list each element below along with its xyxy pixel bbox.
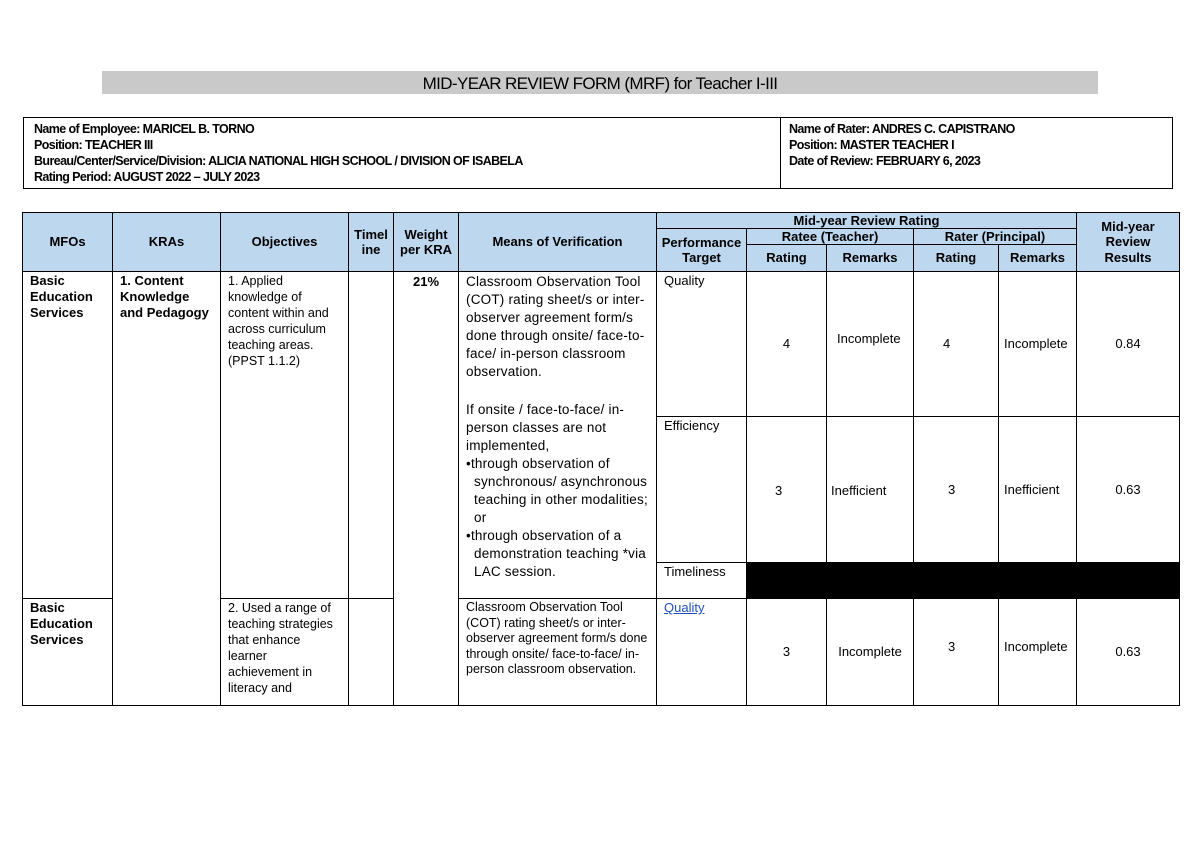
quality-rater-remarks: Incomplete (998, 271, 1077, 417)
target-quality-cell (656, 271, 747, 417)
quality-result: 0.84 (1076, 271, 1180, 417)
review-date: Date of Review: FEBRUARY 6, 2023 (789, 154, 981, 168)
header-mfos: MFOs (22, 212, 113, 272)
means-text-1a: Classroom Observation Tool (COT) rating sheet/s or inter-observer agreement form/s done through onsite/ face-to-face/ in-person classroom observation. (466, 274, 645, 379)
means-text-1b: If onsite / face-to-face/ in-person classes are not implemented, (466, 402, 625, 453)
means-item-1d: • through observation of a demonstration teaching *via LAC session. (466, 527, 649, 581)
rater-name: Name of Rater: ANDRES C. CAPISTRANO (789, 122, 1015, 136)
header-midyear-rating: Mid-year Review Rating (656, 212, 1077, 229)
header-rater-rating: Rating (913, 244, 999, 272)
employee-info (24, 118, 781, 188)
header-ratee-rating: Rating (746, 244, 827, 272)
objective-text-2: 2. Used a range of teaching strategies that enhance learner achievement in literacy and (228, 601, 333, 695)
timeline-cell-1 (348, 271, 394, 599)
efficiency-rater-rating: 3 (913, 416, 999, 563)
target-quality-text: Quality (664, 273, 705, 288)
target-quality-link-2[interactable]: Quality (664, 600, 705, 615)
rater-position: Position: MASTER TEACHER I (789, 138, 954, 152)
header-means-of-verification: Means of Verification (458, 212, 657, 272)
efficiency-result: 0.63 (1076, 416, 1180, 563)
means-item-1c: • through observation of synchronous/ asynchronous teaching in other modalities; or (466, 455, 649, 527)
kra-text-1: 1. Content Knowledge and Pedagogy (120, 273, 209, 320)
means-cell-2 (458, 598, 657, 706)
header-timeline: Timeline (348, 212, 394, 272)
quality-ratee-rating: 4 (746, 271, 827, 417)
objective-cell-1 (220, 271, 349, 599)
header-rater-remarks: Remarks (998, 244, 1077, 272)
header-ratee-remarks: Remarks (826, 244, 914, 272)
objective-text-1: 1. Applied knowledge of content within and across curriculum teaching areas. (PPST 1.1.2) (228, 274, 329, 368)
efficiency-ratee-rating: 3 (746, 416, 827, 563)
target-timeliness-text: Timeliness (664, 564, 726, 579)
quality-ratee-remarks: Incomplete (826, 271, 914, 417)
quality2-result: 0.63 (1076, 598, 1180, 706)
employee-name: Name of Employee: MARICEL B. TORNO (34, 122, 255, 136)
timeliness-blackout (746, 562, 1180, 599)
mfo-cell-1 (22, 271, 113, 599)
header-results: Mid-year Review Results (1076, 212, 1180, 272)
header-objectives: Objectives (220, 212, 349, 272)
quality2-ratee-remarks: Incomplete (826, 598, 914, 706)
header-rater: Rater (Principal) (913, 228, 1077, 245)
kra-cell-1 (112, 271, 221, 706)
rating-period: Rating Period: AUGUST 2022 – JULY 2023 (34, 170, 260, 184)
target-efficiency-cell (656, 416, 747, 563)
timeline-cell-2 (348, 598, 394, 706)
header-performance-target: Performance Target (656, 228, 747, 272)
target-timeliness-cell (656, 562, 747, 599)
weight-cell-1 (393, 271, 459, 706)
form-title: MID-YEAR REVIEW FORM (MRF) for Teacher I-III (102, 71, 1098, 94)
employee-bureau: Bureau/Center/Service/Division: ALICIA NATIONAL HIGH SCHOOL / DIVISION OF ISABELA (34, 154, 523, 168)
objective-cell-2 (220, 598, 349, 706)
header-ratee: Ratee (Teacher) (746, 228, 914, 245)
employee-position: Position: TEACHER III (34, 138, 153, 152)
rater-info (789, 121, 1015, 169)
employee-info-box (23, 117, 1173, 189)
quality2-ratee-rating: 3 (746, 598, 827, 706)
means-list-1 (466, 455, 649, 581)
efficiency-rater-remarks: Inefficient (998, 416, 1077, 563)
target-quality-cell-2 (656, 598, 747, 706)
quality-rater-rating: 4 (913, 271, 999, 417)
means-cell-1 (458, 271, 657, 599)
header-weight: Weight per KRA (393, 212, 459, 272)
quality2-rater-remarks: Incomplete (998, 598, 1077, 706)
means-text-2: Classroom Observation Tool (COT) rating sheet/s or inter-observer agreement form/s done through onsite/ face-to-face/ in-person classroom observation. (466, 600, 648, 676)
mfo-cell-2 (22, 598, 113, 706)
header-kras: KRAs (112, 212, 221, 272)
mfo-text-2: Basic Education Services (30, 600, 93, 647)
efficiency-ratee-remarks: Inefficient (826, 416, 914, 563)
mfo-text-1: Basic Education Services (30, 273, 93, 320)
weight-text-1: 21% (412, 274, 440, 289)
target-efficiency-text: Efficiency (664, 418, 720, 433)
quality2-rater-rating: 3 (913, 598, 999, 706)
